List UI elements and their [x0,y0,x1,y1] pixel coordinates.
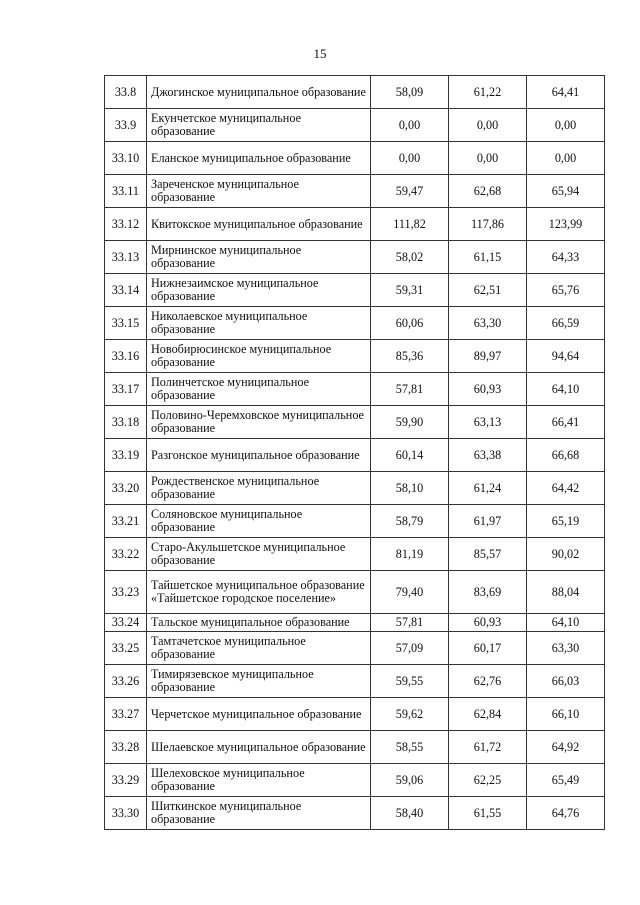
value-col-1: 59,47 [371,175,449,208]
table-row [105,340,605,373]
value-col-3: 63,30 [527,632,605,665]
value-col-3: 123,99 [527,208,605,241]
value-col-2: 62,51 [449,274,527,307]
municipality-name: Разгонское муниципальное образование [147,439,371,472]
municipality-name: Черчетское муниципальное образование [147,698,371,731]
value-col-1: 81,19 [371,538,449,571]
value-col-2: 63,38 [449,439,527,472]
row-number: 33.29 [105,764,147,797]
value-col-1: 58,55 [371,731,449,764]
value-col-2: 85,57 [449,538,527,571]
row-number: 33.12 [105,208,147,241]
value-col-2: 117,86 [449,208,527,241]
table-row [105,439,605,472]
value-col-2: 63,30 [449,307,527,340]
row-number: 33.25 [105,632,147,665]
value-col-2: 63,13 [449,406,527,439]
value-col-1: 59,31 [371,274,449,307]
value-col-1: 59,90 [371,406,449,439]
value-col-3: 66,68 [527,439,605,472]
row-number: 33.27 [105,698,147,731]
value-col-1: 59,55 [371,665,449,698]
table-row [105,505,605,538]
row-number: 33.14 [105,274,147,307]
table-row [105,208,605,241]
table-row [105,142,605,175]
value-col-3: 66,10 [527,698,605,731]
row-number: 33.21 [105,505,147,538]
value-col-1: 79,40 [371,571,449,614]
value-col-3: 64,10 [527,614,605,632]
municipality-name: Еланское муниципальное образование [147,142,371,175]
row-number: 33.18 [105,406,147,439]
row-number: 33.17 [105,373,147,406]
row-number: 33.23 [105,571,147,614]
row-number: 33.11 [105,175,147,208]
municipality-name: Тальское муниципальное образование [147,614,371,632]
table-row [105,764,605,797]
value-col-3: 66,59 [527,307,605,340]
municipality-name: Мирнинское муниципальное образование [147,241,371,274]
municipality-name: Шелеховское муниципальное образование [147,764,371,797]
row-number: 33.20 [105,472,147,505]
value-col-1: 57,81 [371,373,449,406]
page-number: 15 [313,46,327,61]
value-col-2: 60,17 [449,632,527,665]
table-row [105,241,605,274]
table-row [105,472,605,505]
value-col-1: 57,09 [371,632,449,665]
row-number: 33.8 [105,76,147,109]
value-col-2: 89,97 [449,340,527,373]
data-table [104,75,605,830]
row-number: 33.19 [105,439,147,472]
table-row [105,307,605,340]
value-col-1: 58,02 [371,241,449,274]
value-col-3: 90,02 [527,538,605,571]
value-col-3: 66,03 [527,665,605,698]
value-col-2: 0,00 [449,109,527,142]
municipality-name: Соляновское муниципальное образование [147,505,371,538]
row-number: 33.9 [105,109,147,142]
table-row [105,76,605,109]
municipality-name: Нижнезаимское муниципальное образование [147,274,371,307]
municipality-name: Рождественское муниципальное образование [147,472,371,505]
municipality-name: Тимирязевское муниципальное образование [147,665,371,698]
table-row [105,797,605,830]
value-col-2: 61,22 [449,76,527,109]
value-col-1: 59,06 [371,764,449,797]
value-col-1: 59,62 [371,698,449,731]
municipality-name: Половино-Черемховское муниципальное образование [147,406,371,439]
value-col-1: 111,82 [371,208,449,241]
table-row [105,632,605,665]
table-body [105,76,605,830]
value-col-3: 94,64 [527,340,605,373]
row-number: 33.28 [105,731,147,764]
table-row [105,406,605,439]
value-col-1: 58,09 [371,76,449,109]
value-col-1: 58,40 [371,797,449,830]
value-col-1: 60,06 [371,307,449,340]
table-row [105,614,605,632]
value-col-3: 88,04 [527,571,605,614]
municipality-name: Полинчетское муниципальное образование [147,373,371,406]
table-row [105,373,605,406]
value-col-3: 64,76 [527,797,605,830]
municipality-name: Квитокское муниципальное образование [147,208,371,241]
row-number: 33.16 [105,340,147,373]
value-col-3: 0,00 [527,109,605,142]
value-col-1: 85,36 [371,340,449,373]
value-col-2: 62,25 [449,764,527,797]
municipality-name: Зареченское муниципальное образование [147,175,371,208]
row-number: 33.24 [105,614,147,632]
value-col-3: 65,76 [527,274,605,307]
table-row [105,109,605,142]
value-col-3: 64,10 [527,373,605,406]
value-col-2: 61,97 [449,505,527,538]
row-number: 33.22 [105,538,147,571]
table-row [105,175,605,208]
value-col-2: 83,69 [449,571,527,614]
value-col-3: 65,49 [527,764,605,797]
municipality-name: Джогинское муниципальное образование [147,76,371,109]
value-col-2: 60,93 [449,614,527,632]
table-row [105,571,605,614]
table-row [105,665,605,698]
table-row [105,731,605,764]
value-col-3: 64,41 [527,76,605,109]
value-col-2: 62,68 [449,175,527,208]
municipality-name: Старо-Акульшетское муниципальное образование [147,538,371,571]
table-row [105,538,605,571]
value-col-2: 61,72 [449,731,527,764]
value-col-2: 62,84 [449,698,527,731]
value-col-3: 64,92 [527,731,605,764]
value-col-1: 60,14 [371,439,449,472]
municipality-name: Екунчетское муниципальное образование [147,109,371,142]
value-col-2: 61,15 [449,241,527,274]
municipality-name: Тамтачетское муниципальное образование [147,632,371,665]
row-number: 33.10 [105,142,147,175]
value-col-3: 0,00 [527,142,605,175]
municipality-name: Николаевское муниципальное образование [147,307,371,340]
table-row [105,274,605,307]
value-col-1: 0,00 [371,142,449,175]
value-col-3: 65,94 [527,175,605,208]
municipality-name: Шиткинское муниципальное образование [147,797,371,830]
value-col-2: 62,76 [449,665,527,698]
municipality-name: Шелаевское муниципальное образование [147,731,371,764]
value-col-1: 0,00 [371,109,449,142]
value-col-3: 64,33 [527,241,605,274]
municipality-name: Тайшетское муниципальное образование «Тайшетское городское поселение» [147,571,371,614]
value-col-1: 57,81 [371,614,449,632]
value-col-3: 64,42 [527,472,605,505]
value-col-1: 58,10 [371,472,449,505]
value-col-2: 61,24 [449,472,527,505]
row-number: 33.15 [105,307,147,340]
row-number: 33.13 [105,241,147,274]
municipality-name: Новобирюсинское муниципальное образование [147,340,371,373]
value-col-3: 65,19 [527,505,605,538]
value-col-2: 61,55 [449,797,527,830]
value-col-3: 66,41 [527,406,605,439]
row-number: 33.26 [105,665,147,698]
row-number: 33.30 [105,797,147,830]
value-col-2: 0,00 [449,142,527,175]
table-row [105,698,605,731]
value-col-1: 58,79 [371,505,449,538]
value-col-2: 60,93 [449,373,527,406]
